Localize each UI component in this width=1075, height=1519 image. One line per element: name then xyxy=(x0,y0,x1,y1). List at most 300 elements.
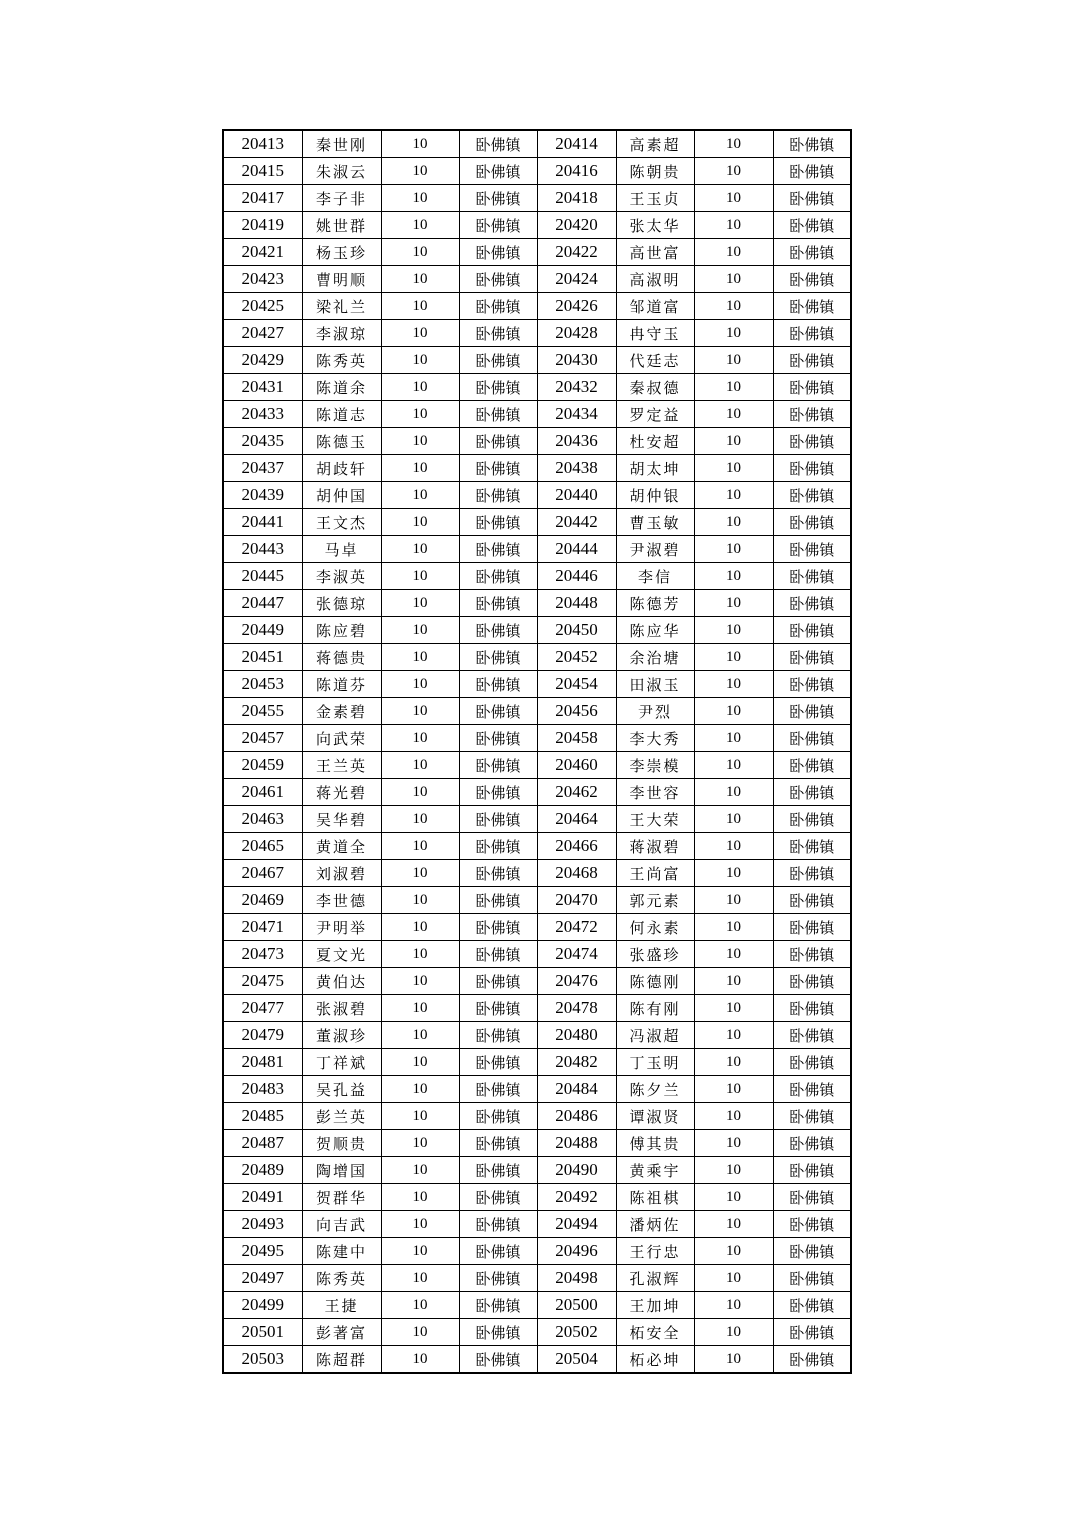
record-id-cell: 20494 xyxy=(537,1211,616,1238)
amount-cell: 10 xyxy=(694,563,773,590)
person-name-cell: 丁玉明 xyxy=(616,1049,694,1076)
amount-cell: 10 xyxy=(694,536,773,563)
record-id-cell: 20443 xyxy=(223,536,302,563)
person-name-cell: 蒋德贵 xyxy=(302,644,381,671)
amount-cell: 10 xyxy=(694,428,773,455)
town-name-cell: 卧佛镇 xyxy=(459,1076,537,1103)
person-name-cell: 张德琼 xyxy=(302,590,381,617)
record-id-cell: 20462 xyxy=(537,779,616,806)
record-id-cell: 20471 xyxy=(223,914,302,941)
record-id-cell: 20484 xyxy=(537,1076,616,1103)
town-name-cell: 卧佛镇 xyxy=(773,536,851,563)
person-name-cell: 陈夕兰 xyxy=(616,1076,694,1103)
town-name-cell: 卧佛镇 xyxy=(773,1292,851,1319)
amount-cell: 10 xyxy=(694,1211,773,1238)
table-row xyxy=(223,887,851,914)
amount-cell: 10 xyxy=(694,1265,773,1292)
person-name-cell: 彭兰英 xyxy=(302,1103,381,1130)
town-name-cell: 卧佛镇 xyxy=(459,1049,537,1076)
person-name-cell: 杨玉珍 xyxy=(302,239,381,266)
amount-cell: 10 xyxy=(381,1292,459,1319)
person-name-cell: 黄道全 xyxy=(302,833,381,860)
record-id-cell: 20485 xyxy=(223,1103,302,1130)
town-name-cell: 卧佛镇 xyxy=(459,914,537,941)
amount-cell: 10 xyxy=(381,130,459,158)
town-name-cell: 卧佛镇 xyxy=(459,887,537,914)
town-name-cell: 卧佛镇 xyxy=(773,1211,851,1238)
table-row xyxy=(223,374,851,401)
table-row xyxy=(223,1022,851,1049)
town-name-cell: 卧佛镇 xyxy=(773,509,851,536)
amount-cell: 10 xyxy=(694,266,773,293)
person-name-cell: 夏文光 xyxy=(302,941,381,968)
record-id-cell: 20501 xyxy=(223,1319,302,1346)
town-name-cell: 卧佛镇 xyxy=(459,1265,537,1292)
person-name-cell: 高淑明 xyxy=(616,266,694,293)
person-name-cell: 胡仲国 xyxy=(302,482,381,509)
amount-cell: 10 xyxy=(694,1103,773,1130)
record-id-cell: 20480 xyxy=(537,1022,616,1049)
amount-cell: 10 xyxy=(694,833,773,860)
town-name-cell: 卧佛镇 xyxy=(459,239,537,266)
table-row xyxy=(223,698,851,725)
person-name-cell: 柘必坤 xyxy=(616,1346,694,1374)
town-name-cell: 卧佛镇 xyxy=(773,1238,851,1265)
town-name-cell: 卧佛镇 xyxy=(773,1319,851,1346)
person-name-cell: 陈朝贵 xyxy=(616,158,694,185)
record-id-cell: 20479 xyxy=(223,1022,302,1049)
person-name-cell: 陈秀英 xyxy=(302,347,381,374)
person-name-cell: 李淑英 xyxy=(302,563,381,590)
person-name-cell: 陈道芬 xyxy=(302,671,381,698)
record-id-cell: 20456 xyxy=(537,698,616,725)
amount-cell: 10 xyxy=(381,347,459,374)
person-name-cell: 潘炳佐 xyxy=(616,1211,694,1238)
amount-cell: 10 xyxy=(381,1076,459,1103)
town-name-cell: 卧佛镇 xyxy=(459,995,537,1022)
amount-cell: 10 xyxy=(381,1319,459,1346)
town-name-cell: 卧佛镇 xyxy=(459,563,537,590)
record-id-cell: 20442 xyxy=(537,509,616,536)
table-row xyxy=(223,455,851,482)
record-id-cell: 20504 xyxy=(537,1346,616,1374)
table-row xyxy=(223,212,851,239)
record-id-cell: 20478 xyxy=(537,995,616,1022)
person-name-cell: 尹淑碧 xyxy=(616,536,694,563)
person-name-cell: 黄乘宇 xyxy=(616,1157,694,1184)
amount-cell: 10 xyxy=(381,941,459,968)
table-row xyxy=(223,185,851,212)
town-name-cell: 卧佛镇 xyxy=(773,401,851,428)
amount-cell: 10 xyxy=(381,293,459,320)
person-name-cell: 张盛珍 xyxy=(616,941,694,968)
person-name-cell: 秦世刚 xyxy=(302,130,381,158)
person-name-cell: 吴孔益 xyxy=(302,1076,381,1103)
amount-cell: 10 xyxy=(381,860,459,887)
record-id-cell: 20492 xyxy=(537,1184,616,1211)
record-id-cell: 20435 xyxy=(223,428,302,455)
record-id-cell: 20432 xyxy=(537,374,616,401)
town-name-cell: 卧佛镇 xyxy=(773,914,851,941)
person-name-cell: 陈德刚 xyxy=(616,968,694,995)
person-name-cell: 陈道余 xyxy=(302,374,381,401)
town-name-cell: 卧佛镇 xyxy=(773,428,851,455)
table-row xyxy=(223,239,851,266)
record-id-cell: 20441 xyxy=(223,509,302,536)
town-name-cell: 卧佛镇 xyxy=(773,1076,851,1103)
town-name-cell: 卧佛镇 xyxy=(773,130,851,158)
table-row xyxy=(223,617,851,644)
person-name-cell: 陈建中 xyxy=(302,1238,381,1265)
table-row xyxy=(223,482,851,509)
town-name-cell: 卧佛镇 xyxy=(459,806,537,833)
record-id-cell: 20433 xyxy=(223,401,302,428)
record-id-cell: 20424 xyxy=(537,266,616,293)
person-name-cell: 秦叔德 xyxy=(616,374,694,401)
amount-cell: 10 xyxy=(381,1157,459,1184)
person-name-cell: 冯淑超 xyxy=(616,1022,694,1049)
amount-cell: 10 xyxy=(381,698,459,725)
table-row xyxy=(223,347,851,374)
record-id-cell: 20436 xyxy=(537,428,616,455)
amount-cell: 10 xyxy=(694,644,773,671)
amount-cell: 10 xyxy=(694,1049,773,1076)
person-name-cell: 王文杰 xyxy=(302,509,381,536)
person-name-cell: 何永素 xyxy=(616,914,694,941)
amount-cell: 10 xyxy=(694,455,773,482)
town-name-cell: 卧佛镇 xyxy=(459,968,537,995)
table-row xyxy=(223,1265,851,1292)
amount-cell: 10 xyxy=(381,1130,459,1157)
person-name-cell: 吴华碧 xyxy=(302,806,381,833)
record-id-cell: 20496 xyxy=(537,1238,616,1265)
town-name-cell: 卧佛镇 xyxy=(773,1157,851,1184)
amount-cell: 10 xyxy=(381,401,459,428)
amount-cell: 10 xyxy=(381,833,459,860)
amount-cell: 10 xyxy=(694,1022,773,1049)
town-name-cell: 卧佛镇 xyxy=(459,752,537,779)
record-id-cell: 20444 xyxy=(537,536,616,563)
person-name-cell: 陈道志 xyxy=(302,401,381,428)
person-name-cell: 金素碧 xyxy=(302,698,381,725)
amount-cell: 10 xyxy=(381,482,459,509)
table-row xyxy=(223,158,851,185)
amount-cell: 10 xyxy=(694,293,773,320)
town-name-cell: 卧佛镇 xyxy=(773,590,851,617)
table-row xyxy=(223,1184,851,1211)
town-name-cell: 卧佛镇 xyxy=(459,833,537,860)
amount-cell: 10 xyxy=(694,698,773,725)
town-name-cell: 卧佛镇 xyxy=(773,887,851,914)
table-row xyxy=(223,806,851,833)
record-id-cell: 20473 xyxy=(223,941,302,968)
town-name-cell: 卧佛镇 xyxy=(459,428,537,455)
town-name-cell: 卧佛镇 xyxy=(459,1346,537,1374)
record-id-cell: 20451 xyxy=(223,644,302,671)
town-name-cell: 卧佛镇 xyxy=(459,590,537,617)
town-name-cell: 卧佛镇 xyxy=(459,779,537,806)
amount-cell: 10 xyxy=(381,995,459,1022)
table-row xyxy=(223,995,851,1022)
record-id-cell: 20503 xyxy=(223,1346,302,1374)
record-id-cell: 20413 xyxy=(223,130,302,158)
table-row xyxy=(223,590,851,617)
person-name-cell: 郭元素 xyxy=(616,887,694,914)
town-name-cell: 卧佛镇 xyxy=(459,536,537,563)
record-id-cell: 20482 xyxy=(537,1049,616,1076)
town-name-cell: 卧佛镇 xyxy=(773,482,851,509)
amount-cell: 10 xyxy=(381,374,459,401)
town-name-cell: 卧佛镇 xyxy=(773,617,851,644)
record-id-cell: 20459 xyxy=(223,752,302,779)
amount-cell: 10 xyxy=(381,968,459,995)
person-name-cell: 尹烈 xyxy=(616,698,694,725)
record-id-cell: 20427 xyxy=(223,320,302,347)
amount-cell: 10 xyxy=(694,347,773,374)
table-row xyxy=(223,860,851,887)
town-name-cell: 卧佛镇 xyxy=(773,725,851,752)
amount-cell: 10 xyxy=(694,617,773,644)
record-id-cell: 20418 xyxy=(537,185,616,212)
person-name-cell: 王兰英 xyxy=(302,752,381,779)
person-name-cell: 李子非 xyxy=(302,185,381,212)
amount-cell: 10 xyxy=(381,671,459,698)
record-id-cell: 20477 xyxy=(223,995,302,1022)
town-name-cell: 卧佛镇 xyxy=(459,347,537,374)
amount-cell: 10 xyxy=(694,1238,773,1265)
amount-cell: 10 xyxy=(694,860,773,887)
town-name-cell: 卧佛镇 xyxy=(773,1265,851,1292)
person-name-cell: 朱淑云 xyxy=(302,158,381,185)
town-name-cell: 卧佛镇 xyxy=(459,1103,537,1130)
person-name-cell: 傅其贵 xyxy=(616,1130,694,1157)
record-id-cell: 20454 xyxy=(537,671,616,698)
record-id-cell: 20502 xyxy=(537,1319,616,1346)
person-name-cell: 王行忠 xyxy=(616,1238,694,1265)
table-row xyxy=(223,536,851,563)
town-name-cell: 卧佛镇 xyxy=(459,671,537,698)
town-name-cell: 卧佛镇 xyxy=(773,806,851,833)
person-name-cell: 刘淑碧 xyxy=(302,860,381,887)
amount-cell: 10 xyxy=(381,239,459,266)
table-row xyxy=(223,941,851,968)
table-row xyxy=(223,752,851,779)
person-name-cell: 王捷 xyxy=(302,1292,381,1319)
amount-cell: 10 xyxy=(381,1346,459,1374)
record-id-cell: 20464 xyxy=(537,806,616,833)
person-name-cell: 王尚富 xyxy=(616,860,694,887)
amount-cell: 10 xyxy=(694,1184,773,1211)
amount-cell: 10 xyxy=(381,185,459,212)
record-id-cell: 20500 xyxy=(537,1292,616,1319)
record-id-cell: 20417 xyxy=(223,185,302,212)
record-id-cell: 20452 xyxy=(537,644,616,671)
town-name-cell: 卧佛镇 xyxy=(773,185,851,212)
person-name-cell: 李世德 xyxy=(302,887,381,914)
amount-cell: 10 xyxy=(694,590,773,617)
table-row xyxy=(223,1130,851,1157)
record-id-cell: 20489 xyxy=(223,1157,302,1184)
amount-cell: 10 xyxy=(694,401,773,428)
person-name-cell: 陈超群 xyxy=(302,1346,381,1374)
amount-cell: 10 xyxy=(381,617,459,644)
record-id-cell: 20434 xyxy=(537,401,616,428)
amount-cell: 10 xyxy=(694,725,773,752)
record-id-cell: 20470 xyxy=(537,887,616,914)
record-id-cell: 20419 xyxy=(223,212,302,239)
record-id-cell: 20458 xyxy=(537,725,616,752)
record-id-cell: 20425 xyxy=(223,293,302,320)
record-id-cell: 20455 xyxy=(223,698,302,725)
amount-cell: 10 xyxy=(694,806,773,833)
person-name-cell: 蒋光碧 xyxy=(302,779,381,806)
town-name-cell: 卧佛镇 xyxy=(773,266,851,293)
record-id-cell: 20495 xyxy=(223,1238,302,1265)
town-name-cell: 卧佛镇 xyxy=(459,698,537,725)
record-id-cell: 20431 xyxy=(223,374,302,401)
record-id-cell: 20476 xyxy=(537,968,616,995)
town-name-cell: 卧佛镇 xyxy=(459,158,537,185)
roster-table xyxy=(222,129,852,1374)
town-name-cell: 卧佛镇 xyxy=(459,860,537,887)
table-row xyxy=(223,779,851,806)
town-name-cell: 卧佛镇 xyxy=(459,185,537,212)
person-name-cell: 李崇模 xyxy=(616,752,694,779)
town-name-cell: 卧佛镇 xyxy=(773,1022,851,1049)
record-id-cell: 20490 xyxy=(537,1157,616,1184)
amount-cell: 10 xyxy=(381,509,459,536)
amount-cell: 10 xyxy=(381,590,459,617)
record-id-cell: 20465 xyxy=(223,833,302,860)
record-id-cell: 20474 xyxy=(537,941,616,968)
person-name-cell: 陈祖棋 xyxy=(616,1184,694,1211)
person-name-cell: 陈秀英 xyxy=(302,1265,381,1292)
person-name-cell: 王玉贞 xyxy=(616,185,694,212)
town-name-cell: 卧佛镇 xyxy=(773,752,851,779)
amount-cell: 10 xyxy=(694,320,773,347)
table-row xyxy=(223,833,851,860)
record-id-cell: 20498 xyxy=(537,1265,616,1292)
amount-cell: 10 xyxy=(381,779,459,806)
town-name-cell: 卧佛镇 xyxy=(773,563,851,590)
table-row xyxy=(223,266,851,293)
person-name-cell: 孔淑辉 xyxy=(616,1265,694,1292)
town-name-cell: 卧佛镇 xyxy=(459,1157,537,1184)
person-name-cell: 邹道富 xyxy=(616,293,694,320)
town-name-cell: 卧佛镇 xyxy=(773,1346,851,1374)
town-name-cell: 卧佛镇 xyxy=(773,293,851,320)
table-row xyxy=(223,725,851,752)
amount-cell: 10 xyxy=(694,374,773,401)
town-name-cell: 卧佛镇 xyxy=(773,860,851,887)
record-id-cell: 20420 xyxy=(537,212,616,239)
amount-cell: 10 xyxy=(694,1292,773,1319)
record-id-cell: 20467 xyxy=(223,860,302,887)
record-id-cell: 20414 xyxy=(537,130,616,158)
record-id-cell: 20460 xyxy=(537,752,616,779)
person-name-cell: 余治塘 xyxy=(616,644,694,671)
town-name-cell: 卧佛镇 xyxy=(773,1130,851,1157)
person-name-cell: 陈德玉 xyxy=(302,428,381,455)
record-id-cell: 20499 xyxy=(223,1292,302,1319)
amount-cell: 10 xyxy=(381,455,459,482)
amount-cell: 10 xyxy=(381,644,459,671)
table-row xyxy=(223,1238,851,1265)
person-name-cell: 李淑琼 xyxy=(302,320,381,347)
town-name-cell: 卧佛镇 xyxy=(773,347,851,374)
amount-cell: 10 xyxy=(694,1076,773,1103)
person-name-cell: 张淑碧 xyxy=(302,995,381,1022)
amount-cell: 10 xyxy=(694,482,773,509)
amount-cell: 10 xyxy=(694,887,773,914)
person-name-cell: 冉守玉 xyxy=(616,320,694,347)
table-row xyxy=(223,401,851,428)
record-id-cell: 20466 xyxy=(537,833,616,860)
town-name-cell: 卧佛镇 xyxy=(773,1103,851,1130)
person-name-cell: 杜安超 xyxy=(616,428,694,455)
town-name-cell: 卧佛镇 xyxy=(459,644,537,671)
amount-cell: 10 xyxy=(381,563,459,590)
person-name-cell: 姚世群 xyxy=(302,212,381,239)
record-id-cell: 20497 xyxy=(223,1265,302,1292)
record-id-cell: 20447 xyxy=(223,590,302,617)
person-name-cell: 陈有刚 xyxy=(616,995,694,1022)
person-name-cell: 陈应华 xyxy=(616,617,694,644)
record-id-cell: 20440 xyxy=(537,482,616,509)
record-id-cell: 20422 xyxy=(537,239,616,266)
record-id-cell: 20469 xyxy=(223,887,302,914)
table-row xyxy=(223,1049,851,1076)
town-name-cell: 卧佛镇 xyxy=(773,779,851,806)
record-id-cell: 20449 xyxy=(223,617,302,644)
person-name-cell: 高世富 xyxy=(616,239,694,266)
table-row xyxy=(223,509,851,536)
record-id-cell: 20481 xyxy=(223,1049,302,1076)
person-name-cell: 董淑珍 xyxy=(302,1022,381,1049)
person-name-cell: 谭淑贤 xyxy=(616,1103,694,1130)
town-name-cell: 卧佛镇 xyxy=(773,239,851,266)
town-name-cell: 卧佛镇 xyxy=(459,401,537,428)
person-name-cell: 王大荣 xyxy=(616,806,694,833)
record-id-cell: 20453 xyxy=(223,671,302,698)
record-id-cell: 20428 xyxy=(537,320,616,347)
person-name-cell: 田淑玉 xyxy=(616,671,694,698)
town-name-cell: 卧佛镇 xyxy=(459,725,537,752)
town-name-cell: 卧佛镇 xyxy=(773,212,851,239)
record-id-cell: 20450 xyxy=(537,617,616,644)
person-name-cell: 胡太坤 xyxy=(616,455,694,482)
person-name-cell: 向吉武 xyxy=(302,1211,381,1238)
amount-cell: 10 xyxy=(381,212,459,239)
town-name-cell: 卧佛镇 xyxy=(459,212,537,239)
town-name-cell: 卧佛镇 xyxy=(773,374,851,401)
person-name-cell: 张太华 xyxy=(616,212,694,239)
person-name-cell: 李世容 xyxy=(616,779,694,806)
amount-cell: 10 xyxy=(694,779,773,806)
amount-cell: 10 xyxy=(694,995,773,1022)
table-row xyxy=(223,1292,851,1319)
record-id-cell: 20483 xyxy=(223,1076,302,1103)
record-id-cell: 20461 xyxy=(223,779,302,806)
amount-cell: 10 xyxy=(381,1211,459,1238)
amount-cell: 10 xyxy=(694,130,773,158)
table-row xyxy=(223,1319,851,1346)
amount-cell: 10 xyxy=(381,536,459,563)
record-id-cell: 20415 xyxy=(223,158,302,185)
table-row xyxy=(223,1157,851,1184)
amount-cell: 10 xyxy=(694,1130,773,1157)
record-id-cell: 20487 xyxy=(223,1130,302,1157)
